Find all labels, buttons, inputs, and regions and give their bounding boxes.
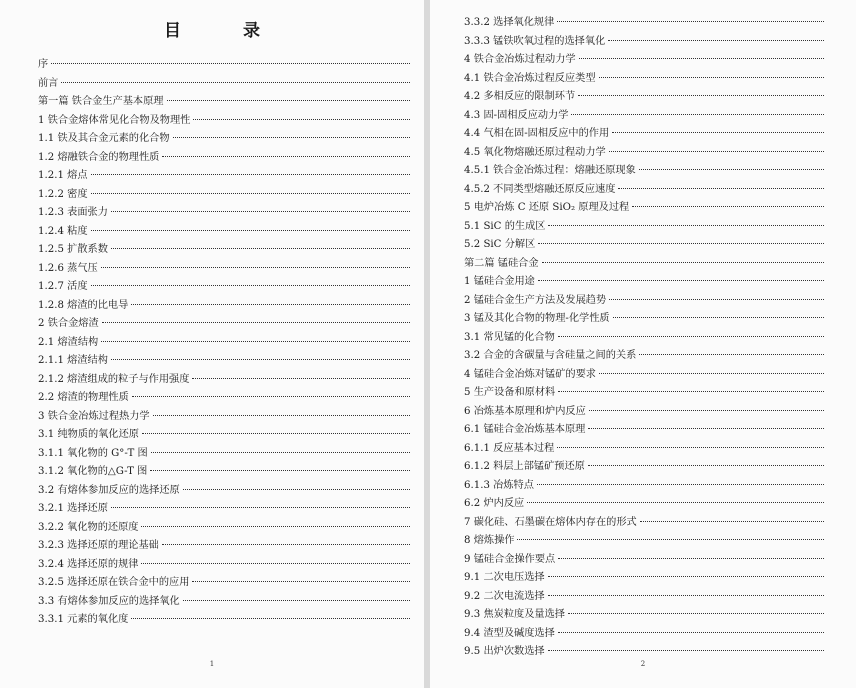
toc-entry-text: 3.3.2 选择氧化规律 <box>464 17 555 28</box>
toc-entry <box>38 260 412 279</box>
dot-leader <box>578 95 824 96</box>
dot-leader <box>167 100 411 101</box>
toc-entry <box>464 144 826 163</box>
toc-entry-text: 4.5 氧化物熔融还原过程动力学 <box>464 146 606 158</box>
dot-leader <box>558 558 824 559</box>
dot-leader <box>542 262 824 263</box>
toc-entry-text: 7 碳化硅、石墨碳在熔体内存在的形式 <box>464 516 637 528</box>
dot-leader <box>183 489 410 490</box>
toc-entry-text: 1.2 熔融铁合金的物理性质 <box>38 151 160 163</box>
dot-leader <box>193 119 410 120</box>
toc-entry <box>464 88 826 107</box>
dot-leader <box>173 137 410 138</box>
toc-entry <box>464 236 826 255</box>
dot-leader <box>61 82 410 83</box>
toc-entry <box>464 125 826 144</box>
toc-entry <box>38 556 412 575</box>
toc-entry <box>464 366 826 385</box>
toc-entry <box>38 112 412 131</box>
toc-entry-text: 1 铁合金熔体常见化合物及物理性 <box>38 114 191 126</box>
toc-entry <box>38 167 412 186</box>
toc-entry-text: 6.1.1 反应基本过程 <box>464 442 555 454</box>
toc-entry <box>38 278 412 297</box>
toc-entry <box>38 574 412 593</box>
toc-entry <box>38 482 412 501</box>
toc-entry <box>38 500 412 519</box>
toc-entry-text: 9.1 二次电压选择 <box>464 572 545 583</box>
dot-leader <box>588 465 824 466</box>
toc-entry-text: 5 电炉冶炼 C 还原 SiO₂ 原理及过程 <box>464 202 630 213</box>
dot-leader <box>527 502 824 503</box>
dot-leader <box>538 243 824 244</box>
dot-leader <box>150 470 410 471</box>
dot-leader <box>608 40 824 41</box>
toc-entry-text: 4.5.2 不同类型熔融还原反应速度 <box>464 183 616 195</box>
dot-leader <box>609 151 824 152</box>
dot-leader <box>548 650 824 651</box>
toc-entry <box>464 292 826 311</box>
toc-entry <box>38 371 412 390</box>
toc-entry-text: 1.2.6 蒸气压 <box>38 262 98 274</box>
toc-entry <box>464 588 826 607</box>
toc-entry <box>464 458 826 477</box>
toc-entry <box>38 334 412 353</box>
dot-leader <box>599 77 824 78</box>
toc-entry <box>464 495 826 514</box>
toc-entry-text: 4 锰硅合金冶炼对锰矿的要求 <box>464 368 596 380</box>
toc-entry <box>464 606 826 625</box>
toc-entry <box>38 204 412 223</box>
dot-leader <box>612 132 824 133</box>
toc-entry-text: 序 <box>38 59 49 70</box>
toc-entry <box>38 445 412 464</box>
dot-leader <box>588 428 824 429</box>
toc-entry-text: 5.1 SiC 的生成区 <box>464 220 546 232</box>
dot-leader <box>153 415 410 416</box>
toc-entry-text: 3.2 有熔体参加反应的选择还原 <box>38 484 180 496</box>
dot-leader <box>538 280 824 281</box>
dot-leader <box>101 341 410 342</box>
toc-entry-text: 9 锰硅合金操作要点 <box>464 553 556 565</box>
dot-leader <box>142 433 410 434</box>
toc-list-left <box>38 56 412 630</box>
toc-entry-text: 2 锰硅合金生产方法及发展趋势 <box>464 294 607 306</box>
page-title: 目 录 <box>164 21 288 41</box>
dot-leader <box>639 354 824 355</box>
dot-leader <box>111 248 410 249</box>
toc-entry <box>464 477 826 496</box>
toc-entry <box>464 218 826 237</box>
dot-leader <box>111 211 410 212</box>
dot-leader <box>558 632 824 633</box>
toc-entry <box>38 56 412 75</box>
dot-leader <box>568 613 824 614</box>
toc-entry-text: 4 铁合金冶炼过程动力学 <box>464 54 576 65</box>
dot-leader <box>639 169 824 170</box>
toc-entry <box>464 384 826 403</box>
toc-entry <box>464 255 826 274</box>
toc-entry-text: 3.2 合金的含碳量与含硅量之间的关系 <box>464 350 637 361</box>
toc-entry-text: 3.1.2 氧化物的△G-T 图 <box>38 466 148 477</box>
dot-leader <box>548 595 824 596</box>
toc-entry-text: 1.2.1 熔点 <box>38 170 88 181</box>
toc-entry-text: 5 生产设备和原材料 <box>464 387 556 398</box>
dot-leader <box>111 507 410 508</box>
toc-entry <box>38 75 412 94</box>
toc-entry-text: 6 冶炼基本原理和炉内反应 <box>464 405 586 417</box>
dot-leader <box>141 526 410 527</box>
toc-entry-text: 5.2 SiC 分解区 <box>464 239 536 250</box>
toc-entry-text: 3.1.1 氧化物的 G°-T 图 <box>38 447 148 459</box>
dot-leader <box>613 317 824 318</box>
dot-leader <box>162 544 410 545</box>
toc-entry <box>38 315 412 334</box>
dot-leader <box>131 618 410 619</box>
toc-entry-text: 6.1.2 料层上部锰矿预还原 <box>464 461 585 472</box>
dot-leader <box>609 299 824 300</box>
toc-entry-text: 3.3.1 元素的氧化度 <box>38 614 129 625</box>
dot-leader <box>151 452 410 453</box>
toc-list-right <box>464 14 826 662</box>
toc-entry-text: 3.2.4 选择还原的规律 <box>38 558 139 570</box>
toc-entry <box>464 421 826 440</box>
toc-entry <box>464 643 826 662</box>
toc-entry-text: 3.3.3 锰铁吹氧过程的选择氧化 <box>464 35 606 47</box>
toc-entry <box>464 551 826 570</box>
toc-entry <box>464 33 826 52</box>
toc-entry-text: 2.2 熔渣的物理性质 <box>38 392 129 403</box>
dot-leader <box>91 193 410 194</box>
dot-leader <box>548 576 824 577</box>
toc-entry <box>38 93 412 112</box>
right-page <box>430 0 856 688</box>
toc-entry <box>38 463 412 482</box>
toc-entry <box>464 347 826 366</box>
dot-leader <box>517 539 824 540</box>
dot-leader <box>618 188 824 189</box>
page-number: 1 <box>209 660 215 668</box>
toc-entry <box>38 297 412 316</box>
dot-leader <box>557 447 824 448</box>
toc-entry-text: 3.1 常见锰的化合物 <box>464 331 555 343</box>
dot-leader <box>599 373 824 374</box>
toc-entry-text: 第一篇 铁合金生产基本原理 <box>38 96 164 107</box>
toc-entry <box>464 181 826 200</box>
toc-entry-text: 9.5 出炉次数选择 <box>464 646 545 657</box>
toc-entry <box>464 569 826 588</box>
dot-leader <box>102 322 410 323</box>
toc-entry-text: 3.2.5 选择还原在铁合金中的应用 <box>38 577 190 588</box>
toc-entry-text: 6.1.3 冶炼特点 <box>464 479 534 491</box>
toc-entry <box>38 223 412 242</box>
toc-entry-text: 第二篇 锰硅合金 <box>464 257 539 269</box>
toc-entry <box>38 537 412 556</box>
toc-entry-text: 2.1 熔渣结构 <box>38 336 99 348</box>
toc-entry-text: 3.1 纯物质的氧化还原 <box>38 429 139 440</box>
toc-entry-text: 1.2.8 熔渣的比电导 <box>38 299 129 311</box>
toc-entry <box>464 310 826 329</box>
dot-leader <box>132 396 410 397</box>
toc-entry-text: 1.2.4 粘度 <box>38 225 88 237</box>
dot-leader <box>632 206 824 207</box>
dot-leader <box>548 225 824 226</box>
toc-entry-text: 6.2 炉内反应 <box>464 498 525 509</box>
toc-entry-text: 1.2.5 扩散系数 <box>38 244 108 255</box>
toc-entry-text: 前言 <box>38 77 59 89</box>
toc-entry-text: 1.2.3 表面张力 <box>38 207 108 218</box>
dot-leader <box>51 63 410 64</box>
toc-entry <box>464 514 826 533</box>
toc-entry <box>38 426 412 445</box>
dot-leader <box>558 336 824 337</box>
dot-leader <box>192 378 410 379</box>
dot-leader <box>557 21 824 22</box>
toc-entry <box>38 593 412 612</box>
toc-entry-text: 1 锰硅合金用途 <box>464 276 535 287</box>
toc-entry <box>464 273 826 292</box>
toc-entry-text: 2.1.2 熔渣组成的粒子与作用强度 <box>38 373 190 385</box>
dot-leader <box>558 391 824 392</box>
toc-entry <box>464 162 826 181</box>
toc-entry <box>464 199 826 218</box>
toc-entry-text: 9.4 渣型及碱度选择 <box>464 627 555 639</box>
toc-entry-text: 4.4 气相在固-固相反应中的作用 <box>464 128 610 139</box>
toc-entry <box>464 625 826 644</box>
dot-leader <box>571 114 824 115</box>
dot-leader <box>111 359 410 360</box>
toc-entry-text: 4.1 铁合金冶炼过程反应类型 <box>464 72 596 84</box>
toc-entry-text: 3.2.3 选择还原的理论基础 <box>38 540 159 551</box>
toc-entry <box>464 51 826 70</box>
toc-entry-text: 9.3 焦炭粒度及量选择 <box>464 609 565 620</box>
dot-leader <box>91 174 410 175</box>
toc-entry <box>38 149 412 168</box>
toc-entry <box>464 70 826 89</box>
toc-entry <box>464 440 826 459</box>
toc-entry <box>38 408 412 427</box>
toc-entry-text: 4.2 多相反应的限制环节 <box>464 91 576 102</box>
dot-leader <box>537 484 824 485</box>
toc-entry <box>464 329 826 348</box>
toc-entry-text: 6.1 锰硅合金冶炼基本原理 <box>464 424 586 435</box>
dot-leader <box>141 563 410 564</box>
page-number: 2 <box>640 660 646 668</box>
toc-entry <box>38 519 412 538</box>
toc-entry-text: 3.3 有熔体参加反应的选择氧化 <box>38 595 180 607</box>
toc-entry <box>464 532 826 551</box>
toc-entry <box>38 130 412 149</box>
dot-leader <box>579 58 824 59</box>
toc-entry-text: 2 铁合金熔渣 <box>38 318 99 329</box>
dot-leader <box>589 410 824 411</box>
dot-leader <box>91 230 410 231</box>
toc-entry-text: 2.1.1 熔渣结构 <box>38 355 108 366</box>
toc-entry-text: 3.2.1 选择还原 <box>38 503 108 514</box>
toc-entry <box>38 611 412 630</box>
dot-leader <box>91 285 410 286</box>
toc-entry <box>38 352 412 371</box>
dot-leader <box>183 600 410 601</box>
toc-entry <box>464 14 826 33</box>
toc-entry-text: 1.1 铁及其合金元素的化合物 <box>38 133 170 144</box>
toc-entry-text: 1.2.2 密度 <box>38 188 88 200</box>
toc-entry <box>38 186 412 205</box>
toc-entry <box>38 389 412 408</box>
toc-entry <box>38 241 412 260</box>
dot-leader <box>192 581 410 582</box>
toc-entry-text: 4.3 固-固相反应动力学 <box>464 109 569 121</box>
dot-leader <box>131 304 410 305</box>
toc-entry-text: 4.5.1 铁合金冶炼过程：熔融还原现象 <box>464 165 636 176</box>
toc-entry-text: 3.2.2 氧化物的还原度 <box>38 521 139 533</box>
left-page <box>0 0 424 688</box>
toc-entry-text: 8 熔炼操作 <box>464 535 515 546</box>
toc-entry-text: 3 锰及其化合物的物理-化学性质 <box>464 313 610 324</box>
dot-leader <box>640 521 824 522</box>
dot-leader <box>162 156 410 157</box>
toc-entry-text: 3 铁合金冶炼过程热力学 <box>38 410 150 422</box>
toc-entry-text: 9.2 二次电流选择 <box>464 590 545 602</box>
toc-entry <box>464 107 826 126</box>
toc-entry-text: 1.2.7 活度 <box>38 281 88 292</box>
dot-leader <box>101 267 410 268</box>
toc-entry <box>464 403 826 422</box>
